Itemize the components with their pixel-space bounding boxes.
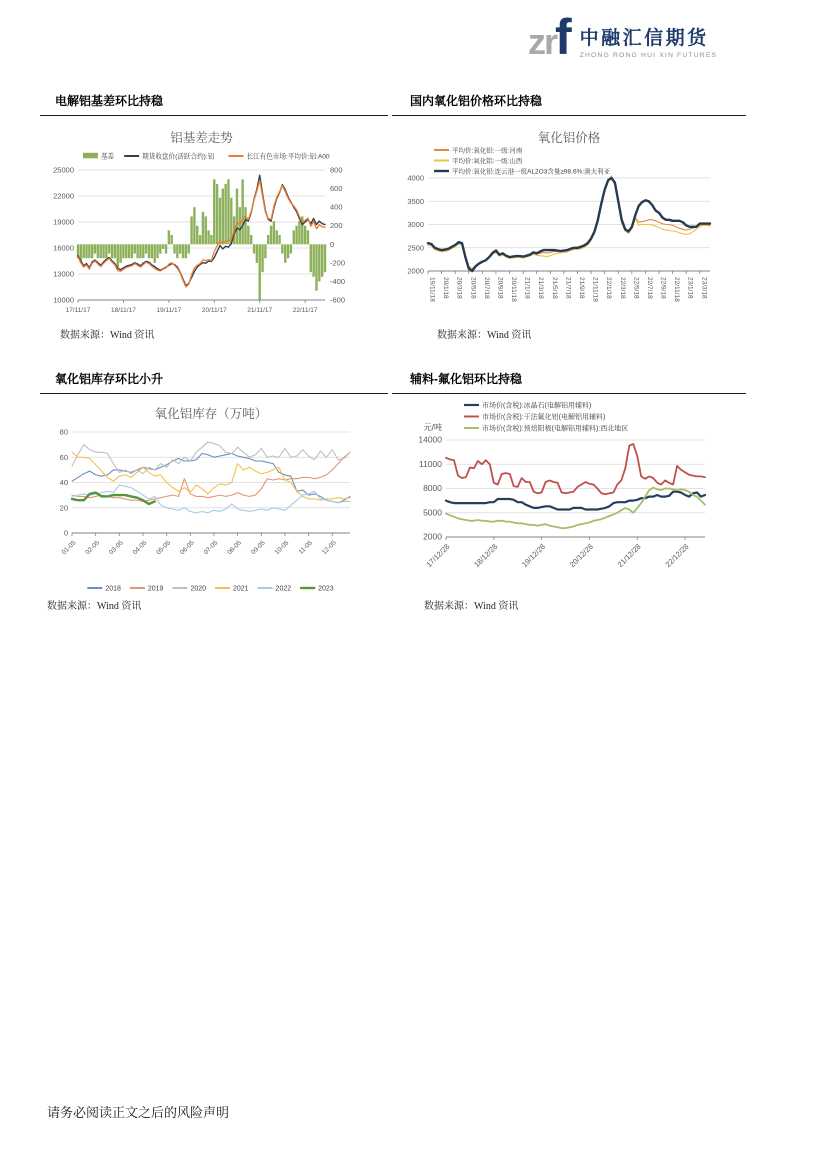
svg-text:2018: 2018 <box>105 585 121 593</box>
svg-text:14000: 14000 <box>418 434 442 445</box>
chart-auxiliary-materials <box>400 396 740 596</box>
svg-text:-200: -200 <box>330 258 346 268</box>
section-title-alumina-inventory: 氧化铝库存环比小升 <box>55 372 164 386</box>
svg-text:03-05: 03-05 <box>108 539 125 557</box>
data-source-label: 数据来源：Wind 资讯 <box>60 330 155 341</box>
svg-text:17/12/28: 17/12/28 <box>424 542 452 570</box>
svg-text:09-05: 09-05 <box>249 539 267 557</box>
svg-text:07-05: 07-05 <box>202 539 220 557</box>
svg-text:基差: 基差 <box>100 153 115 161</box>
svg-text:0: 0 <box>330 239 335 249</box>
svg-text:22/9/18: 22/9/18 <box>659 277 667 299</box>
svg-text:3000: 3000 <box>407 220 424 229</box>
svg-text:市场价(含税):预焙阳极(电解铝用辅料):西北地区: 市场价(含税):预焙阳极(电解铝用辅料):西北地区 <box>482 425 629 433</box>
svg-text:13000: 13000 <box>53 269 74 279</box>
svg-text:22/11/17: 22/11/17 <box>292 307 318 314</box>
svg-text:2020: 2020 <box>190 585 207 593</box>
chart-aluminum-basis <box>48 124 378 324</box>
svg-text:23/1/18: 23/1/18 <box>686 277 694 299</box>
divider <box>392 115 746 116</box>
section-title-aluminum-basis: 电解铝基差环比持稳 <box>55 94 164 108</box>
svg-text:5000: 5000 <box>423 507 442 518</box>
risk-disclaimer: 请务必阅读正文之后的风险声明 <box>47 1105 230 1120</box>
svg-text:20/7/18: 20/7/18 <box>482 277 490 299</box>
divider <box>392 393 746 394</box>
svg-text:11000: 11000 <box>418 458 442 469</box>
svg-text:22000: 22000 <box>53 191 74 201</box>
svg-text:200: 200 <box>330 221 343 231</box>
data-source-label: 数据来源：Wind 资讯 <box>424 601 519 612</box>
svg-text:19/11/17: 19/11/17 <box>156 307 182 314</box>
svg-text:60: 60 <box>59 452 68 462</box>
svg-text:2000: 2000 <box>407 266 424 276</box>
svg-text:长江有色市场:平均价:铝:A00: 长江有色市场:平均价:铝:A00 <box>246 153 330 161</box>
svg-text:11-05: 11-05 <box>297 539 315 556</box>
svg-text:19/12/28: 19/12/28 <box>520 542 548 570</box>
svg-text:02-05: 02-05 <box>84 539 102 557</box>
svg-text:21/11/18: 21/11/18 <box>591 277 599 302</box>
svg-text:平均价:氧化铝:一级:河南: 平均价:氧化铝:一级:河南 <box>452 147 523 155</box>
svg-text:800: 800 <box>330 165 343 175</box>
svg-text:80: 80 <box>59 427 68 437</box>
logo-zrf-mark <box>528 9 572 65</box>
svg-text:元/吨: 元/吨 <box>423 423 442 432</box>
svg-text:2023: 2023 <box>318 585 334 593</box>
svg-text:2021: 2021 <box>233 585 249 593</box>
svg-text:22/11/18: 22/11/18 <box>673 277 681 302</box>
company-name-cn: 中融汇信期货 <box>579 28 709 49</box>
svg-text:25000: 25000 <box>53 165 74 175</box>
svg-text:21/12/28: 21/12/28 <box>615 542 643 570</box>
company-name-en: ZHONG RONG HUI XIN FUTURES <box>579 52 718 59</box>
section-title-auxiliary-fluoride: 辅料-氟化铝环比持稳 <box>410 372 522 386</box>
svg-text:市场价(含税):冰晶石(电解铝用辅料): 市场价(含税):冰晶石(电解铝用辅料) <box>482 402 592 410</box>
svg-text:2000: 2000 <box>423 531 442 542</box>
svg-text:19/11/18: 19/11/18 <box>428 277 436 302</box>
svg-text:08-05: 08-05 <box>226 539 244 557</box>
svg-text:21/5/18: 21/5/18 <box>550 277 558 299</box>
svg-text:12-05: 12-05 <box>320 539 338 557</box>
svg-text:22/3/18: 22/3/18 <box>618 277 626 299</box>
svg-text:23/3/18: 23/3/18 <box>700 277 708 299</box>
svg-text:600: 600 <box>330 184 343 194</box>
svg-text:铝基差走势: 铝基差走势 <box>170 131 233 145</box>
svg-text:平均价:氧化铝:连云港一级AL2O3含量≥98.6%:澳大利: 平均价:氧化铝:连云港一级AL2O3含量≥98.6%:澳大利亚 <box>452 168 611 176</box>
svg-text:22/7/18: 22/7/18 <box>645 277 653 299</box>
svg-text:0: 0 <box>63 528 68 538</box>
svg-text:8000: 8000 <box>423 483 442 493</box>
svg-text:20/12/28: 20/12/28 <box>567 542 595 570</box>
svg-text:400: 400 <box>330 202 343 212</box>
svg-text:4000: 4000 <box>407 173 424 183</box>
svg-text:22/1/18: 22/1/18 <box>605 277 613 299</box>
svg-text:01-05: 01-05 <box>60 539 78 557</box>
svg-text:10-05: 10-05 <box>273 539 291 557</box>
svg-text:氧化铝库存（万吨）: 氧化铝库存（万吨） <box>154 407 268 421</box>
svg-text:18/12/28: 18/12/28 <box>472 542 500 570</box>
divider <box>40 393 388 394</box>
svg-text:市场价(含税):干法氟化铝(电解铝用辅料): 市场价(含税):干法氟化铝(电解铝用辅料) <box>482 413 606 421</box>
svg-text:05-05: 05-05 <box>155 539 173 557</box>
company-logo <box>528 9 718 65</box>
svg-text:21/3/18: 21/3/18 <box>537 277 545 299</box>
svg-text:21/7/18: 21/7/18 <box>564 277 572 299</box>
chart-alumina-price <box>400 124 740 324</box>
svg-text:40: 40 <box>59 478 68 487</box>
svg-text:20/5/18: 20/5/18 <box>469 277 477 299</box>
svg-text:22/5/18: 22/5/18 <box>632 277 640 299</box>
svg-text:-400: -400 <box>330 276 346 286</box>
svg-text:10000: 10000 <box>53 295 74 305</box>
svg-text:20/9/18: 20/9/18 <box>496 277 504 299</box>
svg-text:2019: 2019 <box>147 585 164 593</box>
divider <box>40 115 388 116</box>
svg-text:17/11/17: 17/11/17 <box>65 307 91 314</box>
svg-text:20/1/18: 20/1/18 <box>442 277 450 299</box>
svg-text:2500: 2500 <box>407 243 424 253</box>
svg-text:氧化铝价格: 氧化铝价格 <box>537 131 601 145</box>
svg-text:19000: 19000 <box>53 217 74 227</box>
svg-text:20: 20 <box>59 503 68 513</box>
svg-text:18/11/17: 18/11/17 <box>111 307 136 314</box>
svg-text:3500: 3500 <box>407 196 424 206</box>
svg-text:16000: 16000 <box>53 243 74 253</box>
svg-text:04-05: 04-05 <box>131 539 149 557</box>
svg-text:21/1/18: 21/1/18 <box>523 277 531 299</box>
logo-wordmark <box>580 23 718 62</box>
data-source-label: 数据来源：Wind 资讯 <box>47 601 142 612</box>
svg-text:06-05: 06-05 <box>179 539 196 557</box>
svg-text:20/3/18: 20/3/18 <box>455 277 463 299</box>
logo-f-text: f <box>555 9 572 65</box>
chart-alumina-inventory <box>45 400 385 595</box>
section-title-alumina-price: 国内氧化铝价格环比持稳 <box>410 94 543 108</box>
svg-text:21/11/17: 21/11/17 <box>247 307 273 314</box>
svg-text:20/11/17: 20/11/17 <box>201 307 227 314</box>
svg-text:2022: 2022 <box>275 585 292 593</box>
logo-zr-text: zr <box>528 21 557 62</box>
svg-text:22/12/28: 22/12/28 <box>663 542 691 570</box>
svg-text:平均价:氧化铝:一级:山西: 平均价:氧化铝:一级:山西 <box>452 157 523 165</box>
svg-text:期货收盘价(活跃合约):铝: 期货收盘价(活跃合约):铝 <box>142 153 215 161</box>
svg-text:-600: -600 <box>330 295 346 305</box>
svg-text:20/11/18: 20/11/18 <box>510 277 518 302</box>
data-source-label: 数据来源：Wind 资讯 <box>437 330 532 341</box>
svg-text:21/9/18: 21/9/18 <box>577 277 585 299</box>
